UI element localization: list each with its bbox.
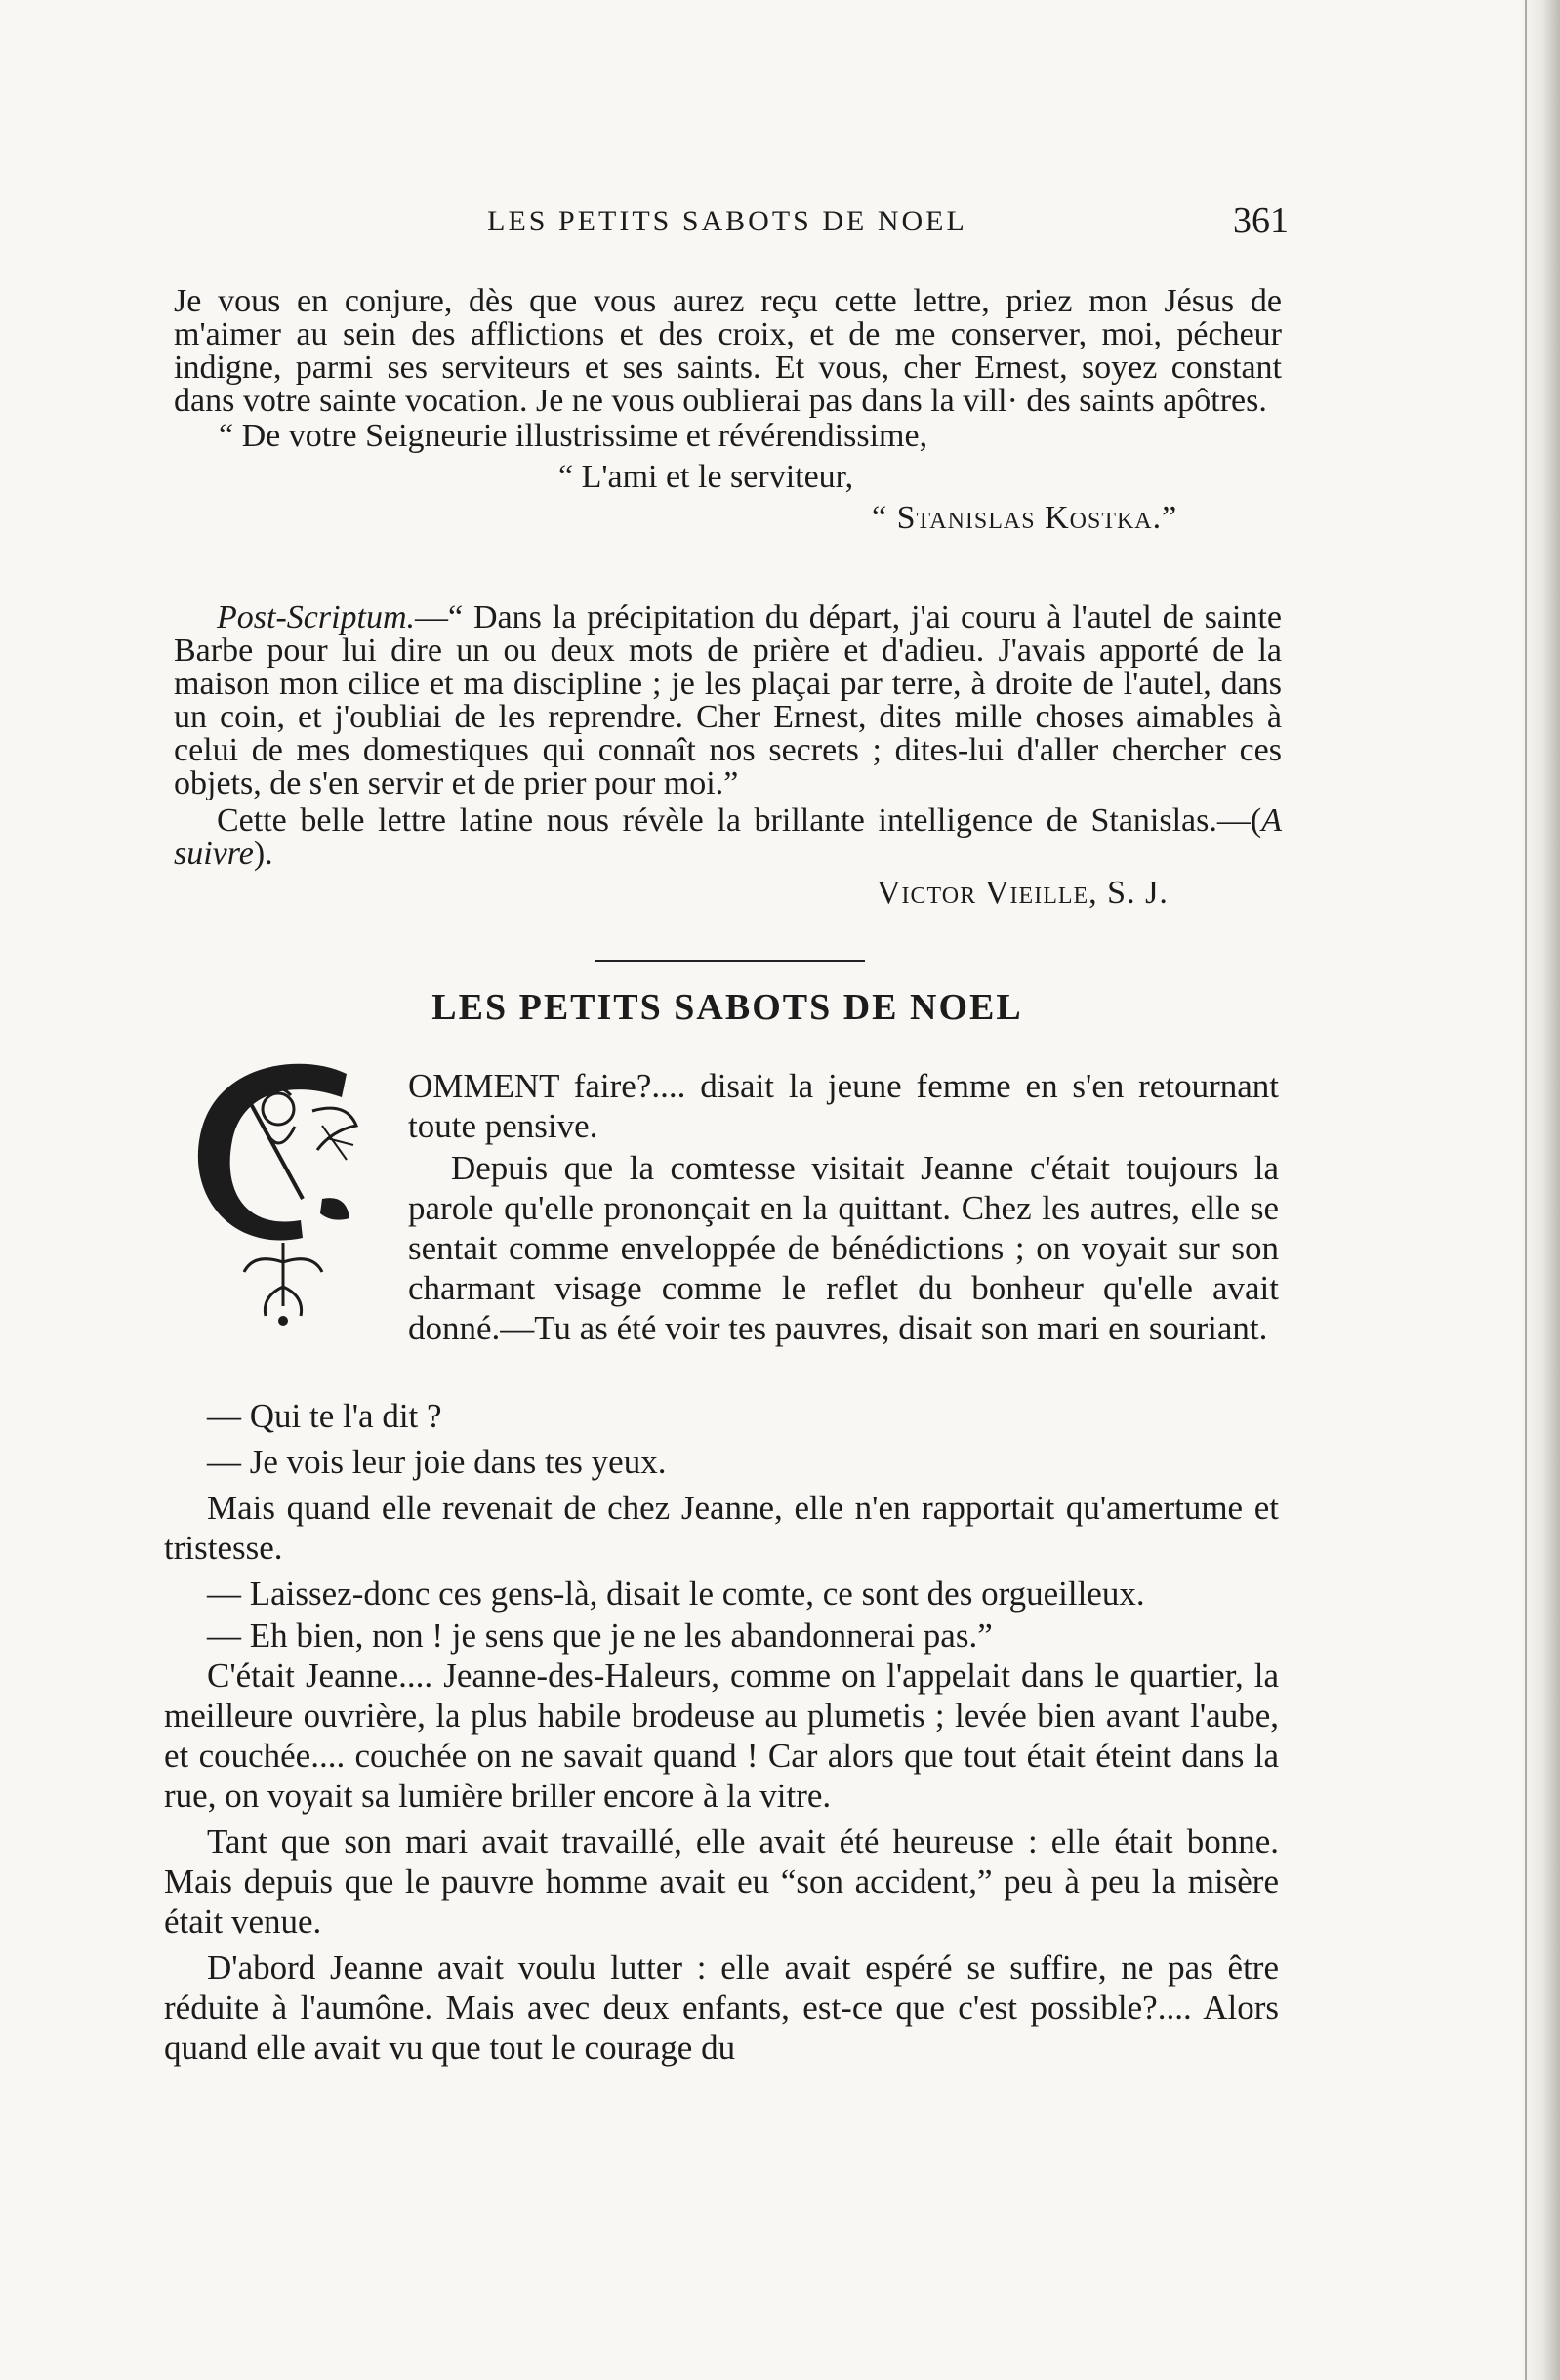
page-edge (1521, 0, 1560, 2380)
article-dialogue-4: — Eh bien, non ! je sens que je ne les abandonnerai pas.” (207, 1617, 993, 1655)
author-signature: Victor Vieille, S. J. (877, 875, 1169, 911)
article-paragraph-5: Tant que son mari avait travaillé, elle avait été heureuse : elle était bonne. Mais depuis que le pauvre homme avait eu “son accident,” peu à peu la misère était venue. (164, 1823, 1279, 1941)
article-paragraph-4: C'était Jeanne.... Jeanne-des-Haleurs, comme on l'appelait dans le quartier, la meilleure ouvrière, la plus habile brodeuse au plumetis ; levée bien avant l'aube, et couchée.... couchée on ne savait quand ! Car alors que tout était éteint dans la rue, on voyait sa lumière briller encore à la vitre. (164, 1657, 1279, 1815)
letter-block (174, 285, 1282, 535)
article-dialogue-2: — Je vois leur joie dans tes yeux. (207, 1443, 667, 1481)
postscript-block (174, 601, 1282, 910)
closing-paragraph (174, 804, 1282, 871)
postscript-text: —“ Dans la précipitation du départ, j'ai couru à l'autel de sainte Barbe pour lui dire un ou deux mots de prière et d'adieu. J'avais apporté de la maison mon cilice et ma discipline ; je les plaçai par terre, à droite de l'autel, dans un coin, et j'oubliai de les reprendre. Cher Ernest, dites mille choses aimables à celui de mes domestiques qui connaît nos secrets ; dites-lui d'aller chercher ces objets, de s'en servir et de prier pour moi.” (174, 599, 1282, 801)
page-number: 361 (1233, 200, 1289, 241)
closing-italic: A suivre (174, 802, 1282, 872)
postscript-label: Post-Scriptum. (217, 599, 416, 636)
closing-text: Cette belle lettre latine nous révèle la brillante intelligence de Stanislas.—( (217, 802, 1262, 839)
letter-paragraph: Je vous en conjure, dès que vous aurez reçu cette lettre, priez mon Jésus de m'aimer au sein des afflictions et des croix, et de me conserver, moi, pécheur indigne, parmi ses serviteurs et ses saints. Et vous, cher Ernest, soyez constant dans votre sainte vocation. Je ne vous oublierai pas dans la vill· des saints apôtres. (174, 283, 1282, 419)
article-title: LES PETITS SABOTS DE NOEL (431, 987, 1023, 1028)
article-body (164, 1066, 1279, 1348)
article-paragraph-3: Mais quand elle revenait de chez Jeanne, elle n'en rapportait qu'amertume et tristesse. (164, 1489, 1279, 1567)
article-dialogue-3: — Laissez-donc ces gens-là, disait le comte, ce sont des orgueilleux. (207, 1575, 1145, 1613)
letter-signature: “ Stanislas Kostka.” (872, 500, 1178, 536)
article-paragraph-2: Depuis que la comtesse visitait Jeanne c'était toujours la parole qu'elle prononçait en la quittant. Chez les autres, elle se sentait comme enveloppée de bénédictions ; on voyait sur son charmant visage comme le reflet du bonheur qu'elle avait donné.—Tu as été voir tes pauvres, disait son mari en souriant. (408, 1149, 1279, 1347)
running-title: LES PETITS SABOTS DE NOEL (487, 205, 967, 237)
article-paragraph-6: D'abord Jeanne avait voulu lutter : elle avait espéré se suffire, ne pas être réduite à l'aumône. Mais avec deux enfants, est-ce que c'est possible?.... Alors quand elle avait vu que tout le courage du (164, 1949, 1279, 2067)
letter-closing: “ L'ami et le serviteur, (558, 459, 854, 495)
letter-salutation: “ De votre Seigneurie illustrissime et révérendissime, (219, 418, 928, 454)
article-dialogue-1: — Qui te l'a dit ? (207, 1397, 442, 1435)
page-header (166, 200, 1289, 264)
postscript-paragraph (174, 601, 1282, 800)
section-divider (595, 960, 865, 962)
page-edge-line (1525, 0, 1527, 2380)
closing-end: ). (253, 836, 273, 872)
article-body-full (164, 1396, 1279, 2068)
article-paragraph-1: OMMENT faire?.... disait la jeune femme en s'en retournant toute pensive. (408, 1067, 1279, 1145)
